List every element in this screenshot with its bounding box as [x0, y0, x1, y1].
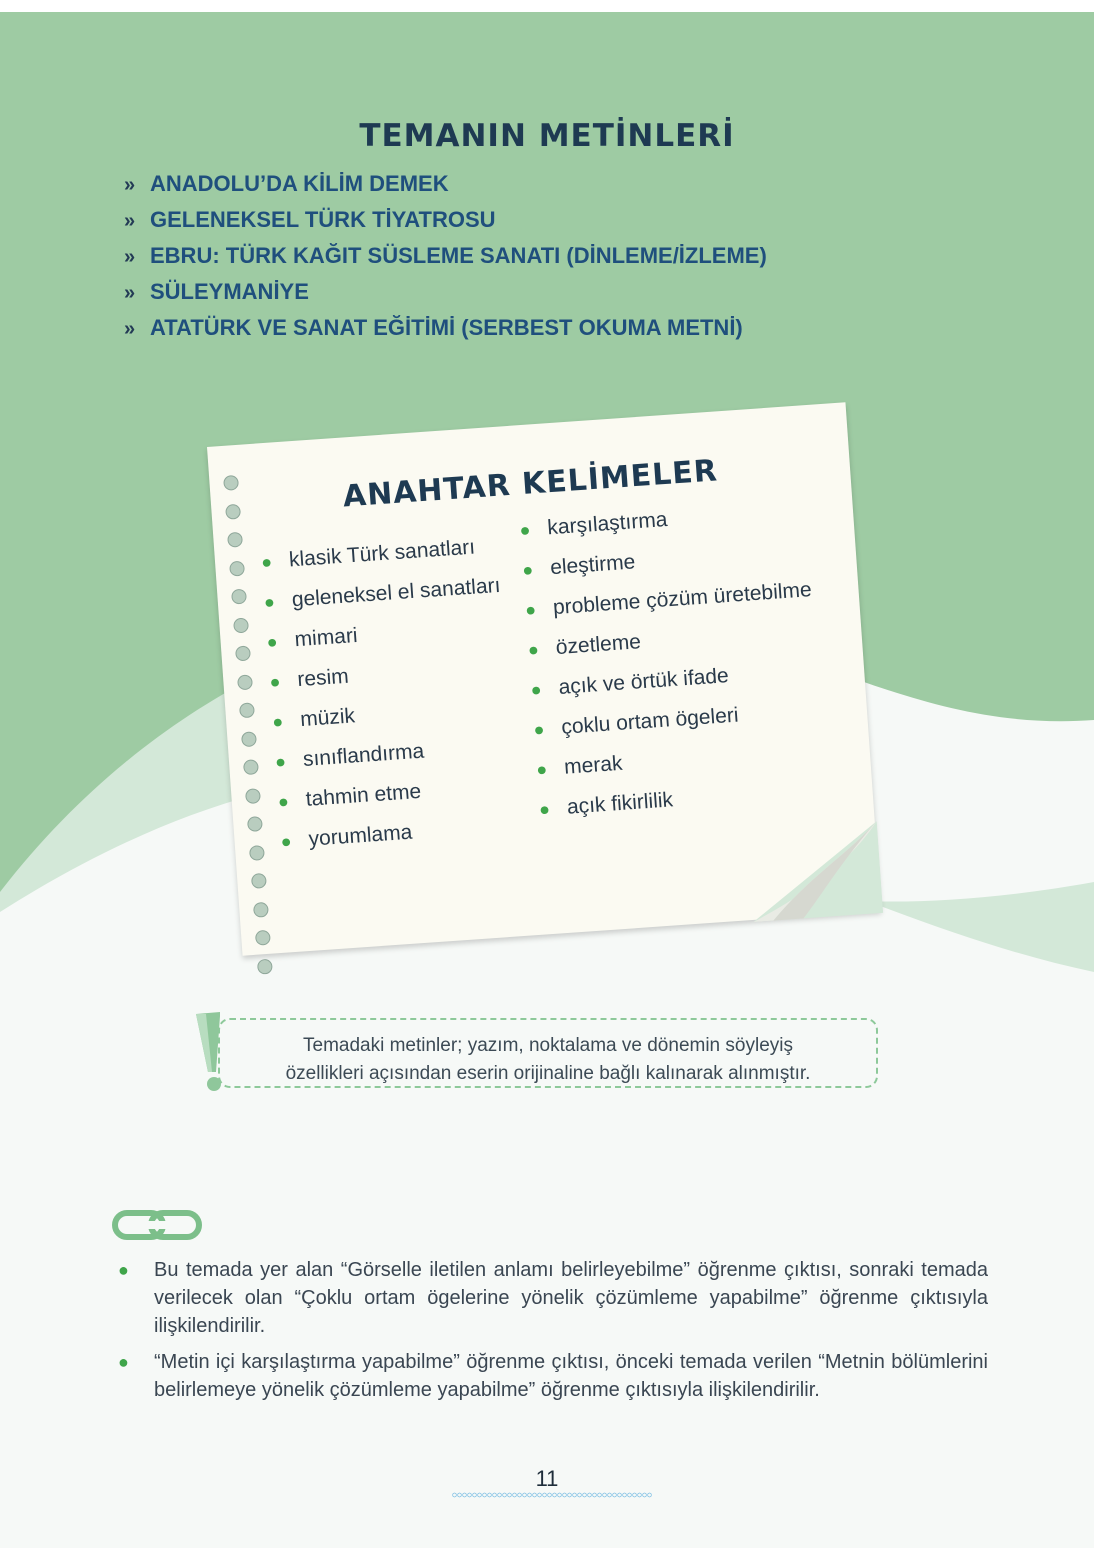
ring — [249, 844, 265, 860]
keyword-label: yorumlama — [307, 820, 414, 851]
ring — [235, 645, 251, 661]
theme-texts-title: TEMANIN METİNLERİ — [359, 118, 735, 154]
keywords-title: ANAHTAR KELİMELER — [341, 453, 719, 515]
green-dot-icon: ● — [118, 1352, 129, 1372]
green-dot-icon: ● — [527, 639, 540, 661]
ring — [245, 788, 261, 804]
keyword-label: açık fikirlilik — [566, 788, 674, 819]
keyword-label: probleme çözüm üretebilme — [552, 578, 813, 620]
ring — [233, 617, 249, 633]
theme-text-item — [124, 314, 767, 350]
ring — [247, 816, 263, 832]
green-dot-icon: ● — [535, 759, 548, 780]
ring — [237, 674, 253, 690]
info-note-line: özellikleri açısından eserin orijinaline bağlı kalınarak alınmıştır. — [285, 1063, 811, 1084]
chevron-double-icon: » — [124, 246, 136, 268]
linked-outcome-item — [118, 1256, 988, 1340]
ring — [227, 532, 243, 548]
keywords-left-column — [260, 531, 519, 867]
page-number: 11 — [535, 1466, 559, 1491]
green-dot-icon: ● — [518, 519, 532, 541]
info-note-text — [240, 1032, 856, 1088]
theme-texts-list — [124, 170, 767, 350]
keyword-label: sınıflandırma — [302, 739, 425, 771]
keyword-label: açık ve örtük ifade — [557, 664, 730, 699]
theme-text-item — [124, 206, 767, 242]
linked-outcome-text: Bu temada yer alan “Görselle iletilen anlamı belirleyebilme” öğrenme çıktısı, sonraki temada verilecek olan “Çoklu ortam ögelerine yönelik çözümleme yapabilme” öğrenme çıktısıyla ilişkilendirilir. — [154, 1259, 988, 1337]
ring — [257, 958, 273, 974]
keyword-label: karşılaştırma — [546, 508, 669, 540]
green-dot-icon: ● — [118, 1260, 129, 1280]
green-dot-icon: ● — [266, 631, 279, 653]
info-note-line: Temadaki metinler; yazım, noktalama ve dönemin söyleyiş — [303, 1035, 793, 1056]
ring — [251, 873, 267, 889]
keyword-label: merak — [563, 751, 624, 779]
green-dot-icon: ● — [277, 791, 290, 812]
ring — [231, 589, 247, 605]
exclamation-icon — [190, 1010, 240, 1094]
green-dot-icon: ● — [530, 679, 543, 700]
green-dot-icon: ● — [538, 798, 551, 820]
theme-text-label: ATATÜRK VE SANAT EĞİTİMİ (SERBEST OKUMA METNİ) — [150, 315, 743, 340]
green-dot-icon: ● — [271, 711, 284, 733]
theme-text-label: EBRU: TÜRK KAĞIT SÜSLEME SANATI (DİNLEME/İZLEME) — [150, 243, 767, 268]
green-dot-icon: ● — [532, 719, 546, 740]
ring — [239, 702, 255, 718]
theme-text-item — [124, 278, 767, 314]
chevron-double-icon: » — [124, 318, 136, 340]
chevron-double-icon: » — [124, 174, 136, 196]
linked-outcome-item — [118, 1348, 988, 1404]
keyword-label: çoklu ortam ögeleri — [560, 703, 740, 739]
ring — [229, 560, 245, 576]
green-dot-icon: ● — [524, 599, 537, 621]
theme-text-label: SÜLEYMANİYE — [150, 279, 309, 304]
green-dot-icon: ● — [263, 591, 276, 613]
green-dot-icon: ● — [521, 559, 534, 581]
keyword-label: resim — [296, 664, 350, 692]
green-dot-icon: ● — [280, 831, 293, 852]
keyword-label: geleneksel el sanatları — [291, 573, 502, 612]
green-dot-icon: ● — [268, 671, 282, 693]
keyword-label: özetleme — [555, 630, 642, 660]
chevron-double-icon: » — [124, 210, 136, 232]
green-dot-icon: ● — [260, 551, 273, 573]
page-curl — [747, 821, 883, 922]
keywords-right-column — [519, 495, 828, 834]
theme-text-label: GELENEKSEL TÜRK TİYATROSU — [150, 207, 496, 232]
page-number-decoration — [452, 1492, 652, 1498]
chevron-double-icon: » — [124, 282, 136, 304]
keyword-label: klasik Türk sanatları — [288, 535, 476, 572]
keyword-label: eleştirme — [549, 550, 637, 580]
theme-text-label: ANADOLU’DA KİLİM DEMEK — [150, 171, 449, 196]
linked-outcomes-list — [118, 1256, 988, 1412]
page — [0, 12, 1094, 1548]
green-dot-icon: ● — [274, 751, 287, 772]
ring — [243, 759, 259, 775]
theme-text-item — [124, 170, 767, 206]
linked-outcome-text: “Metin içi karşılaştırma yapabilme” öğrenme çıktısı, önceki temada verilen “Metnin bölümlerini belirlemeye yönelik çözümleme yapabilme” öğrenme çıktısıyla ilişkilendirilir. — [154, 1351, 988, 1401]
ring — [253, 901, 269, 917]
keywords-note-card — [207, 402, 881, 955]
info-note-box — [218, 1018, 878, 1088]
keyword-label: tahmin etme — [305, 779, 422, 811]
ring — [255, 930, 271, 946]
ring — [241, 731, 257, 747]
chain-link-icon — [112, 1208, 202, 1242]
keyword-label: müzik — [299, 704, 356, 732]
theme-text-item — [124, 242, 767, 278]
keyword-label: mimari — [293, 623, 359, 652]
